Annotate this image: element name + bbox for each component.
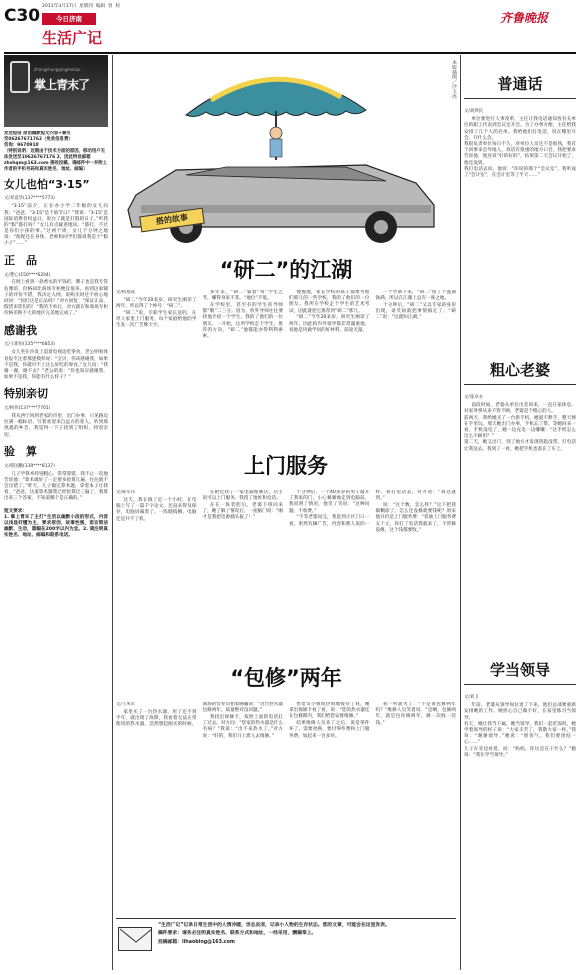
item-body: 前段时间，老婆从单位出差回来，一直在家休息，对家务事从来不管不顾，老婆是个粗心的人。 前两天，我给她买了一台新手机，她爱不释手，整天捧在手里玩。那天她出门办事，手机忘了带。等她回来一看，手机没电了，她一边充电一边嘟囔：“这手机怎么这么不耐用？” 第二天，她又出门，到了地方才发现钥匙没带，打电话让我送去。我到了一看，她把手机也落在了车上。 <box>464 403 576 452</box>
banner-en: zhangshangqingmoliao <box>34 67 81 72</box>
footer-box <box>116 918 456 970</box>
header-meta: 2011年3月17日 星期四 编辑 曾 校 <box>42 4 121 9</box>
right-item-0 <box>464 60 576 360</box>
editor: 编辑 <box>95 4 106 9</box>
section-badge: 今日济南 <box>42 13 96 25</box>
phone-icon <box>10 61 30 93</box>
right-item-2 <box>464 660 576 960</box>
banner-title: 掌上青末了 <box>34 78 90 92</box>
item-title: 感谢我 <box>4 323 37 337</box>
right-divider <box>460 55 461 970</box>
item-title: 学当领导 <box>464 660 576 685</box>
item-body: 女儿坐在沙发上追着电视边吃零食，老公则看体育报专注着那瓷模样说：“宝贝，你该感谢我，如果不是我，你就可不上这么好吃的零食。”女儿问：“我谢一谢，谢不去？”老公的说：“你也知应感谢我，如果不是我，你能有什么样子？” <box>4 350 108 381</box>
right-column <box>464 60 576 970</box>
item-title: 女儿也怕“3·15” <box>4 177 90 191</box>
email-link[interactable]: lihaobing@163.com <box>182 939 235 945</box>
illustration-credit: 本版插图／沙玉亮 <box>451 60 456 99</box>
footer-submit: 稿件要求：请务必注明真实姓名、联系方式和地址，一经采用，酬稿奉上。 <box>158 931 317 937</box>
weekday: 星期四 <box>79 4 93 9</box>
item-author: 文/楚心(150****6204) <box>4 272 51 278</box>
item-author: 文/邓爱华(137****5773) <box>4 196 55 202</box>
item-body: 在网上看到一款香水的平钱折，牌子也是我专常估雅的，价格却比商场专柜便宜很多。看到这家铺子的评价不错，我决定入网，说购买时还不放心地同问：“你们这是正品吗？”对方回复：“保证正品，假货来您们的！”我的下单后，对方就在和商场专柜价格差距不大的地区完美地完成了。” <box>4 280 108 317</box>
right-item-1 <box>464 360 576 660</box>
banner <box>4 55 108 127</box>
footer-column-label: “生活广记”记录日常生活中的人情冷暖、世态炎凉，记录小人物的生存状态。您的文章，可能会在这里发表。 <box>158 923 390 928</box>
left-item-2 <box>4 324 108 382</box>
left-item-0 <box>4 178 108 248</box>
intro: 发送短信 原创幽默短文内容+署名 至06267671762（免收信息费） 咨询：9670910 （特别说明：近期由于技术方面的原因，移动用户无法发送至10626767176 2，因此特设邮箱 zhshqm@163.com 接收投稿，请邮件中一并附上作者的手机号码和真实姓名、地址、邮编） <box>4 131 108 172</box>
story-author: 文/郝军伟 <box>116 490 136 495</box>
date: 2011年3月17日 <box>42 4 77 9</box>
story-1-title: “研二”的江湖 <box>219 258 353 282</box>
item-body: “3·15”前夕，正在办小学二年级的女儿问我：“爸爸，“3·15”是个啥节日？”我说：“3·15”是国际消费者权益日，说白了就是打假的日子。”听我的“假”都打吗？”女儿有点疑惑地问。“都打，不过是你们小孩的事。”过两个周，女儿于分钟之地说：“咱现还在身体，老师和同学们都说我是个“假小子”……” <box>4 204 108 247</box>
left-item-4 <box>4 445 108 503</box>
notice <box>4 509 108 540</box>
story-2: 文/郝军伟 这天，我在镇了近一个小时，在电脑上写了一篇千字论文，还没来得及保存，电脑屏幕黑了。一阵瞎捣腾，电脑还是开不了机。 在附近找了一家电脑维修店，店主说可以上门服务。我留了地址和电话。 在在一阵装腔后，老婆下班回来了，她了解了情况后，一拍脑门说：“刚才是我把电源插头拔了！” 十分钟后，一个40多岁的男子敲开了我家的门，小心翼翼地走到电脑前，我说明了情况，他笑了笑说：“这种问题，不收费。” “不等老婆说完，我赶到小区门口一看，果然有辆广告，内容和那人说的一样。我打电话去，对方说：“我这就到。” 说：“这个数，怎么样？”这下把我搞糊涂了，怎么还没修就要钱呢？原来他开价是上门服务费：“普通上门服务费五十元，你打了电话我就来了，不管修没修，这个钱都要收。” <box>116 490 456 533</box>
left-item-1 <box>4 254 108 318</box>
left-column <box>4 131 108 971</box>
section-title: 生活广记 <box>42 29 103 47</box>
notice-body: 1. 掌上青末了主打“生活以幽默小段的形式，内容以浅显好懂为主，要求原创、故事性强，语言简洁幽默、生动，篇幅在200字以内为宜。2. 请注明真实姓名、地址、邮编和联系电话。 <box>4 514 108 539</box>
item-title: 普通话 <box>464 74 576 99</box>
item-title: 正 品 <box>4 253 37 267</box>
item-body: 年前，老婆从领导岗位退了下来，他们总部要重新安排她的工作。她担心自己做不好，在家里练习当领导。 有天，她让我当下属，她当领导，我们一起吃饭时，她学着领导的样子说：“大家辛苦了，我敬大家一杯。”我说：“谢谢领导。”她说：“别客气，我们要团结一心……” 儿子在旁边看着，问：“妈妈，你这是在干什么？”她说：“我在学当领导。” <box>464 703 576 758</box>
item-author: 文/杨伟(137****7701) <box>4 406 51 412</box>
page-number: C30 <box>4 6 41 26</box>
ribbon-label: 搭的故事 <box>139 208 205 233</box>
mail-icon <box>118 927 152 951</box>
item-author: 文/邢国鹏(139****8137) <box>4 463 55 469</box>
item-title: 粗心老婆 <box>464 360 576 385</box>
item-body: 单位要进行人事改革，主任让我电话通知各有关单位的职工代表到会议室开会。为了办事方便，主任给我安排了几个人的名单。我给他们打电话，说在哪里开会，开什么会。 我很负责单位每日不久，对单位人员还不是很熟，我有个同事来是外地人，说话有很重的地方口音。我把要求告诉他，他连说“好的好的”，结果第二天会议开始了，他还没到。 我打电话去问，他说：“你说的那个“会议室”，我听成了“会计室”，在会计室等了半天……” <box>464 117 576 178</box>
header-rule <box>4 52 576 54</box>
story-2-title: 上门服务 <box>244 454 328 478</box>
story-3: 文/王凤军 家里买了一台热水器，用了还不到半年，就出现了故障，我看着无法正常使用的热水器，忽然想起刚买的时候，商场的营业员拍着胸脯说：“这台热水器包修两年，质量绝对没问题。” 我找出保修卡，按照上面的电话打了过去。对方问：“您家的热水器是什么毛病？”我说：“出不来热水了。”对方说：“好的，我们马上派人去维修。” 售货员小姐很热情地接待了我，她拿出保修卡看了看，说：“您的热水器还在包修期内，我们给您安排维修。” 结果维修人员来了之后，说是零件坏了，需要更换，要付零件费和上门服务费，加起来一百多块。 我一听就火了：“不是说包修两年吗？”维修人员笑着说：“是啊，包修两年，就是包你修两年，修一次收一次钱。” <box>116 702 456 739</box>
story-author: 文/杨福成 <box>116 290 136 295</box>
story-1: 文/杨福成 “研二”今年20来岁，研究生刚读了两年，所以得了个绰号：“研二”。 “研二”说，专职学生家长送的，在坦人家里上门服务，每个家庭给他的学生发一次广告牌大字。 多年来，“研二”靠着“每”学生艺考，赚得身家不菲。“地位”不低。 在学校里，甚至有的学生的导师都“敬”二三分。因为，校外导师往往要找他介绍一个学生，我的了他们的一位朋友，一开始，这所学校走个学生，推荐的方向，“研二”他都能办得利利索索。 慢慢地，家长学校的孩子都要考他们那儿的一些学校，我的了他们的一位朋友。我所在学校走个学生的艺术考试，因此就把它推荐到“研二”那儿。 “研二”今年20来岁，研究生刚读了两年，因此校内外领导都非常器重他，说他是块做学问的好材料，前途无量。 一个学期下来，“研二”捞了个盆满钵满，所以在江湖上总有一席之地。 十分钟后，“研二”又以专家的身份出现，谈笑间就把事情搞定了。“研二”说：“这就叫江湖。” <box>116 290 456 339</box>
item-author: 文/刘卫 <box>464 695 479 701</box>
left-divider <box>112 55 113 970</box>
left-item-3 <box>4 387 108 439</box>
proof: 校 <box>115 4 121 9</box>
story-3-title: “包修”两年 <box>230 666 342 690</box>
item-author: 文/张卓永 <box>464 395 484 401</box>
notice-title: 短文要求： <box>4 508 27 514</box>
story-author: 文/王凤军 <box>116 702 136 707</box>
item-title: 验 算 <box>4 444 37 458</box>
item-author: 文/王新恒(135****6853) <box>4 342 55 348</box>
item-author: 文/胡择民 <box>464 109 484 115</box>
email-label: 投稿邮箱： <box>158 939 182 945</box>
item-body: 我从西宁回到老家的市里，出门办事，只见路边拉满一幅标语，写着欢迎来自远方的客人。听到那熟悉的乡音，我觉得一下子找到了组织，特别亲切。 <box>4 414 108 438</box>
item-body: 儿子学算术特别粗心，常常算错，我不止一次地告诉他：“算术做好了一定要多验算几遍，往往就不会出错了。”昨天，儿子做完算术题，拿着本子让我看，“爸爸，这道算术题我已经验算过三遍了，我算出来三个答案，不知道哪个是正确的。” <box>4 471 108 502</box>
brand-logo: 齐鲁晚报 <box>500 11 549 25</box>
item-title: 特别亲切 <box>4 387 48 401</box>
